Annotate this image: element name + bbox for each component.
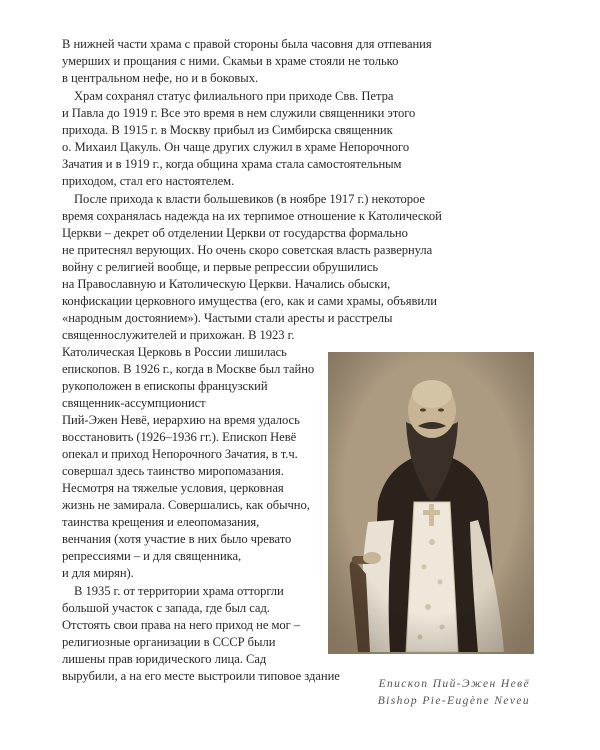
text-line: и Павла до 1919 г. Все это время в нем служили священники этого <box>62 106 416 120</box>
text-line: умерших и прощания с ними. Скамьи в храме стояли не только <box>62 54 399 68</box>
text-line: «народным достоянием»). Частыми стали аресты и расстрелы <box>62 311 393 325</box>
text-line: восстановить (1926–1936 гг.). Епископ Невё <box>62 430 297 444</box>
text-line: религиозные организации в СССР были <box>62 635 276 649</box>
text-line: на Православную и Католическую Церкви. Начались обыски, <box>62 277 391 291</box>
text-line: В 1935 г. от территории храма отторгли <box>74 584 284 598</box>
text-line: священнослужителей и прихожан. В 1923 г. <box>62 328 295 342</box>
text-line: репрессиями – и для священника, <box>62 549 242 563</box>
text-line: рукоположен в епископы французский <box>62 379 268 393</box>
text-line: большой участок с запада, где был сад. <box>62 601 270 615</box>
text-line: войну с религией вообще, и первые репрессии обрушились <box>62 260 379 274</box>
text-line: Отстоять свои права на него приход не мог – <box>62 618 301 632</box>
text-line: вырубили, а на его месте выстроили типовое здание <box>62 669 340 683</box>
text-line: Пий-Эжен Невё, иерархию на время удалось <box>62 413 300 427</box>
text-line: Храм сохранял статус филиального при приходе Свв. Петра <box>74 89 394 103</box>
bishop-portrait-photo <box>328 352 534 654</box>
caption-english: Bishop Pie-Eugène Neveu <box>377 695 530 707</box>
text-line: в центральном нефе, но и в боковых. <box>62 71 259 85</box>
text-line: епископов. В 1926 г., когда в Москве был тайно <box>62 362 315 376</box>
text-line: совершал здесь таинство миропомазания. <box>62 464 284 478</box>
text-line: В нижней части храма с правой стороны была часовня для отпевания <box>62 37 432 51</box>
text-line: приходом, стал его настоятелем. <box>62 174 235 188</box>
text-line: Несмотря на тяжелые условия, церковная <box>62 481 284 495</box>
text-line: время сохранялась надежда на их терпимое отношение к Католической <box>62 209 442 223</box>
text-line: и для мирян). <box>62 566 134 580</box>
text-line: Католическая Церковь в России лишилась <box>62 345 287 359</box>
text-line: таинства крещения и елеопомазания, <box>62 515 260 529</box>
text-line: конфискации церковного имущества (его, как и сами храмы, объявили <box>62 294 437 308</box>
text-line: опекал и приход Непорочного Зачатия, в т.ч. <box>62 447 298 461</box>
text-line: венчания (хотя участие в них было чревато <box>62 532 292 546</box>
text-line: о. Михаил Цакуль. Он чаще других служил в храме Непорочного <box>62 140 410 154</box>
text-line: жизнь не замирала. Совершались, как обычно, <box>62 498 310 512</box>
text-line: прихода. В 1915 г. в Москву прибыл из Симбирска священник <box>62 123 393 137</box>
text-line: Зачатия и в 1919 г., когда община храма стала самостоятельным <box>62 157 402 171</box>
text-line: лишены прав юридического лица. Сад <box>62 652 267 666</box>
text-line: После прихода к власти большевиков (в ноябре 1917 г.) некоторое <box>74 192 425 206</box>
text-line: не притеснял верующих. Но очень скоро советская власть развернула <box>62 243 433 257</box>
text-line: Церкви – декрет об отделении Церкви от государства формально <box>62 226 408 240</box>
text-line: священник-ассумпционист <box>62 396 206 410</box>
caption-russian: Епископ Пий-Эжен Невё <box>378 678 530 690</box>
